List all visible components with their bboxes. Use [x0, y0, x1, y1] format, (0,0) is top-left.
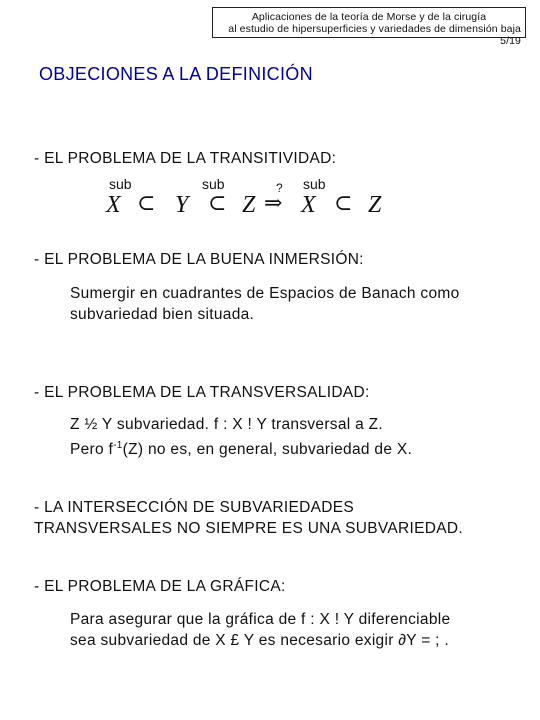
slide-header: [212, 7, 526, 47]
inmersion-text: [70, 283, 460, 325]
page-title: OBJECIONES A LA DEFINICIÓN: [39, 64, 313, 84]
grafica-line-1: Para asegurar que la gráfica de f : X ! Y diferenciable: [70, 611, 451, 628]
var-x: X: [106, 192, 121, 218]
transitivity-formula: [104, 176, 404, 218]
interseccion-line-2: TRANSVERSALES NO SIEMPRE ES UNA SUBVARIEDAD.: [34, 520, 463, 537]
transversalidad-line-1: Z ½ Y subvariedad. f : X ! Y transversal a Z.: [70, 416, 384, 433]
grafica-text: [70, 609, 450, 651]
sub-label-1: sub: [109, 176, 132, 192]
transversalidad-line-2: [70, 435, 412, 460]
section-interseccion: [34, 497, 463, 539]
superscript: -1: [113, 440, 123, 451]
question-mark: ?: [276, 181, 283, 195]
text-fragment: (Z) no es, en general, subvariedad de X.: [122, 441, 413, 459]
var-x: X: [301, 192, 316, 218]
section-inmersion: - EL PROBLEMA DE LA BUENA INMERSIÓN:: [34, 251, 364, 268]
interseccion-line-1: - LA INTERSECCIÓN DE SUBVARIEDADES: [34, 499, 354, 516]
header-line-1: Aplicaciones de la teoría de Morse y de la cirugía: [251, 11, 487, 23]
section-transversalidad: - EL PROBLEMA DE LA TRANSVERSALIDAD:: [34, 384, 370, 401]
section-transitividad: - EL PROBLEMA DE LA TRANSITIVIDAD:: [34, 150, 337, 167]
inmersion-line-1: Sumergir en cuadrantes de Espacios de Banach como: [70, 285, 460, 302]
var-z: Z: [368, 192, 382, 218]
subset-symbol: ⊂: [137, 191, 156, 216]
var-z: Z: [242, 192, 256, 218]
text-fragment: Pero f: [70, 441, 114, 459]
transversalidad-text: [70, 414, 412, 460]
section-grafica: - EL PROBLEMA DE LA GRÁFICA:: [34, 578, 286, 595]
implies-arrow: ⇒: [264, 191, 283, 216]
subset-symbol: ⊂: [334, 191, 353, 216]
grafica-line-2: sea subvariedad de X £ Y es necesario exigir ∂Y = ; .: [70, 632, 449, 649]
var-y: Y: [175, 192, 189, 218]
header-line-2: al estudio de hipersuperficies y variedades de dimensión baja 5/19: [228, 23, 521, 47]
inmersion-line-2: subvariedad bien situada.: [70, 306, 255, 323]
subset-symbol: ⊂: [208, 191, 227, 216]
sub-label-2: sub: [202, 176, 225, 192]
sub-label-3: sub: [303, 176, 326, 192]
